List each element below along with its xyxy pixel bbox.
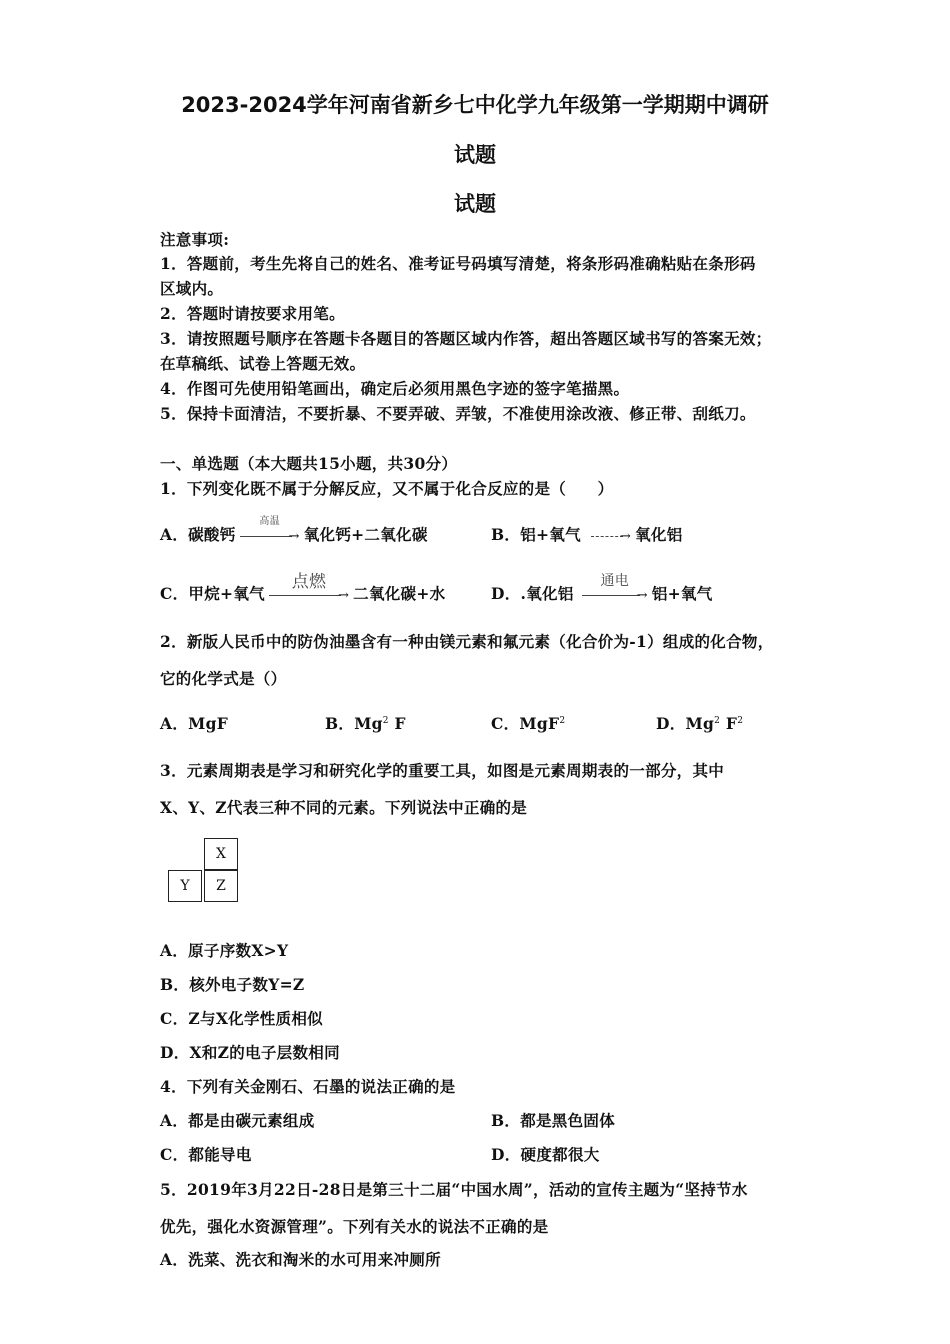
q1-a-reactants: A．碳酸钙 [160,525,236,544]
q3-option-a: A．原子序数X>Y [160,941,289,960]
q1-b-products: 氧化铝 [635,525,683,544]
q2-d-sup: 2 [714,715,721,726]
q1-option-b [491,523,683,545]
page-subtitle-repeat: 试题 [454,192,496,216]
q2-b-tail: F [394,714,406,733]
q4-option-a: A．都是由碳元素组成 [160,1111,315,1130]
element-cell-x: X [204,838,238,870]
reaction-arrow-icon: 高温 → [240,526,300,544]
periodic-table-fragment [168,838,240,902]
page-title: 2023-2024学年河南省新乡七中化学九年级第一学期期中调研 [181,93,769,117]
note-5: 5．保持卡面清洁，不要折暴、不要弄破、弄皱，不准使用涂改液、修正带、刮纸刀。 [160,404,756,423]
q1-a-products: 氧化钙+二氧化碳 [303,525,428,544]
q3-option-c: C．Z与X化学性质相似 [160,1009,323,1028]
question-2-stem-cont: 它的化学式是（） [160,669,287,688]
q1-c-products: 二氧化碳+水 [353,584,446,603]
q2-b-sup: 2 [382,715,389,726]
q1-b-reactants: B．铝+氧气 [491,525,581,544]
q1-option-d [491,573,713,604]
q3-option-b: B．核外电子数Y=Z [160,975,305,994]
section-heading: 一、单选题（本大题共15小题，共30分） [160,454,458,473]
q2-d-sup2: 2 [737,715,744,726]
q2-c-text: C．MgF [491,714,560,733]
q2-option-a: A．MgF [160,714,229,733]
q5-option-a: A．洗菜、洗衣和淘米的水可用来冲厕所 [160,1250,441,1269]
page-subtitle: 试题 [454,143,496,167]
question-1-stem: 1．下列变化既不属于分解反应，又不属于化合反应的是（ ） [160,479,614,498]
question-4-stem: 4．下列有关金刚石、石墨的说法正确的是 [160,1077,456,1096]
question-3-stem-cont: X、Y、Z代表三种不同的元素。下列说法中正确的是 [160,798,528,817]
question-2-stem: 2．新版人民币中的防伪油墨含有一种由镁元素和氟元素（化合价为-1）组成的化合物， [160,632,774,651]
reaction-arrow-icon: 通电 → [582,585,648,603]
q3-option-d: D．X和Z的电子层数相同 [160,1043,340,1062]
note-3-cont: 在草稿纸、试卷上答题无效。 [160,354,366,373]
note-3: 3．请按照题号顺序在答题卡各题目的答题区域内作答，超出答题区域书写的答案无效； [160,329,772,348]
element-cell-y: Y [168,870,202,902]
q1-option-c [160,572,446,604]
question-3-stem: 3．元素周期表是学习和研究化学的重要工具，如图是元素周期表的一部分，其中 [160,761,725,780]
q2-option-d [656,712,743,734]
q2-d-text: D．Mg [656,714,715,733]
note-4: 4．作图可先使用铅笔画出，确定后必须用黑色字迹的签字笔描黑。 [160,379,630,398]
q2-d-mid: F [725,714,738,733]
question-5-stem: 5．2019年3月22日-28日是第三十二届“中国水周”，活动的宣传主题为“坚持节水 [160,1180,748,1199]
reaction-arrow-icon: → [591,526,631,544]
q1-a-condition: 高温 [259,516,280,527]
element-cell-z: Z [204,870,238,902]
q2-c-sup: 2 [559,715,566,726]
q1-option-a [160,516,428,545]
q4-option-b: B．都是黑色固体 [491,1111,616,1130]
q4-option-d: D．硬度都很大 [491,1145,600,1164]
q1-d-products: 铝+氧气 [651,584,713,603]
notes-heading: 注意事项: [160,230,230,249]
q2-option-c [491,712,565,734]
q1-d-reactants: D．.氧化铝 [491,584,574,603]
q1-c-reactants: C．甲烷+氧气 [160,584,265,603]
reaction-arrow-icon: 点燃 → [269,585,349,603]
note-1: 1．答题前，考生先将自己的姓名、准考证号码填写清楚，将条形码准确粘贴在条形码 [160,254,756,273]
note-2: 2．答题时请按要求用笔。 [160,304,345,323]
note-1-cont: 区域内。 [160,279,224,298]
q2-option-b [325,712,406,734]
question-5-stem-cont: 优先，强化水资源管理”。下列有关水的说法不正确的是 [160,1217,549,1236]
q2-b-text: B．Mg [325,714,383,733]
q1-d-condition: 通电 [600,573,630,589]
q4-option-c: C．都能导电 [160,1145,252,1164]
q1-c-condition: 点燃 [291,572,327,592]
